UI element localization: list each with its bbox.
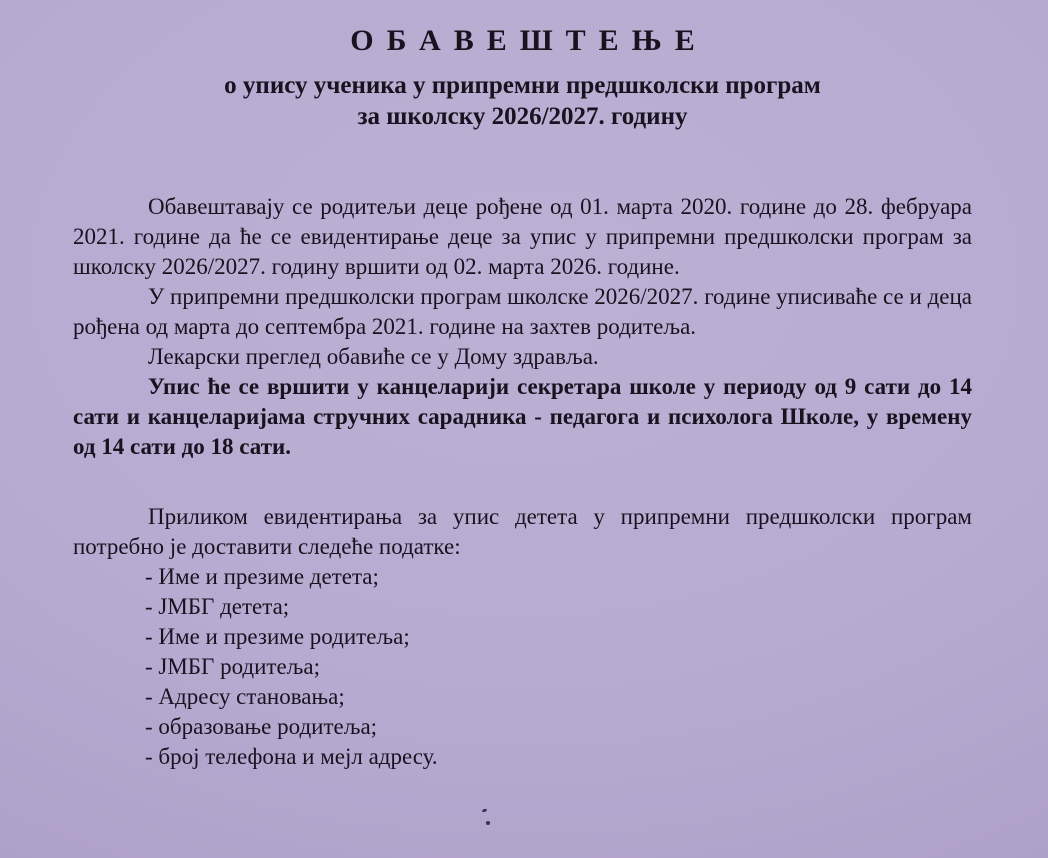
- paragraph-required-data-intro: Приликом евидентирања за упис детета у припремни предшколски програм потребно је доставити следеће податке:: [73, 504, 972, 559]
- notice-body: [73, 192, 972, 772]
- list-item-phone-email: - број телефона и мејл адресу.: [145, 744, 438, 769]
- paragraph-enrollment-dates: Обавештавају се родитељи деце рођене од 01. марта 2020. године до 28. фебруара 2021. године да ће се евидентирање деце за упис у припремни предшколски програм за школску 2026/2027. годину вршити од 02. марта 2026. године.: [73, 194, 972, 279]
- list-item-child-name: - Име и презиме детета;: [145, 564, 379, 589]
- scan-speck: [486, 821, 490, 825]
- subtitle-line-school-year: за школску 2026/2027. годину: [357, 103, 688, 130]
- paragraph-younger-children: У припремни предшколски програм школске 2026/2027. године уписиваће се и деца рођена од марта до септембра 2021. године на захтев родитеља.: [73, 284, 972, 339]
- list-item-child-jmbg: - ЈМБГ детета;: [145, 594, 290, 619]
- notice-title: ОБАВЕШТЕЊЕ: [350, 24, 708, 57]
- scan-speck: [482, 808, 488, 813]
- subtitle-line-program: о упису ученика у припремни предшколски програм: [224, 72, 821, 99]
- paragraph-enrollment-office-hours: Упис ће се вршити у канцеларији секретара школе у периоду од 9 сати до 14 сати и канцеларијама стручних сарадника - педагога и психолога Школе, у времену од 14 сати до 18 сати.: [73, 374, 972, 459]
- list-item-parent-name: - Име и презиме родитеља;: [145, 624, 410, 649]
- paragraph-medical-exam: Лекарски преглед обавиће се у Дому здравља.: [148, 344, 599, 369]
- required-data-list: [145, 562, 972, 772]
- notice-subtitle: [73, 70, 972, 132]
- list-item-address: - Адресу становања;: [145, 684, 345, 709]
- list-item-parent-jmbg: - ЈМБГ родитеља;: [145, 654, 320, 679]
- list-item-parent-education: - образовање родитеља;: [145, 714, 378, 739]
